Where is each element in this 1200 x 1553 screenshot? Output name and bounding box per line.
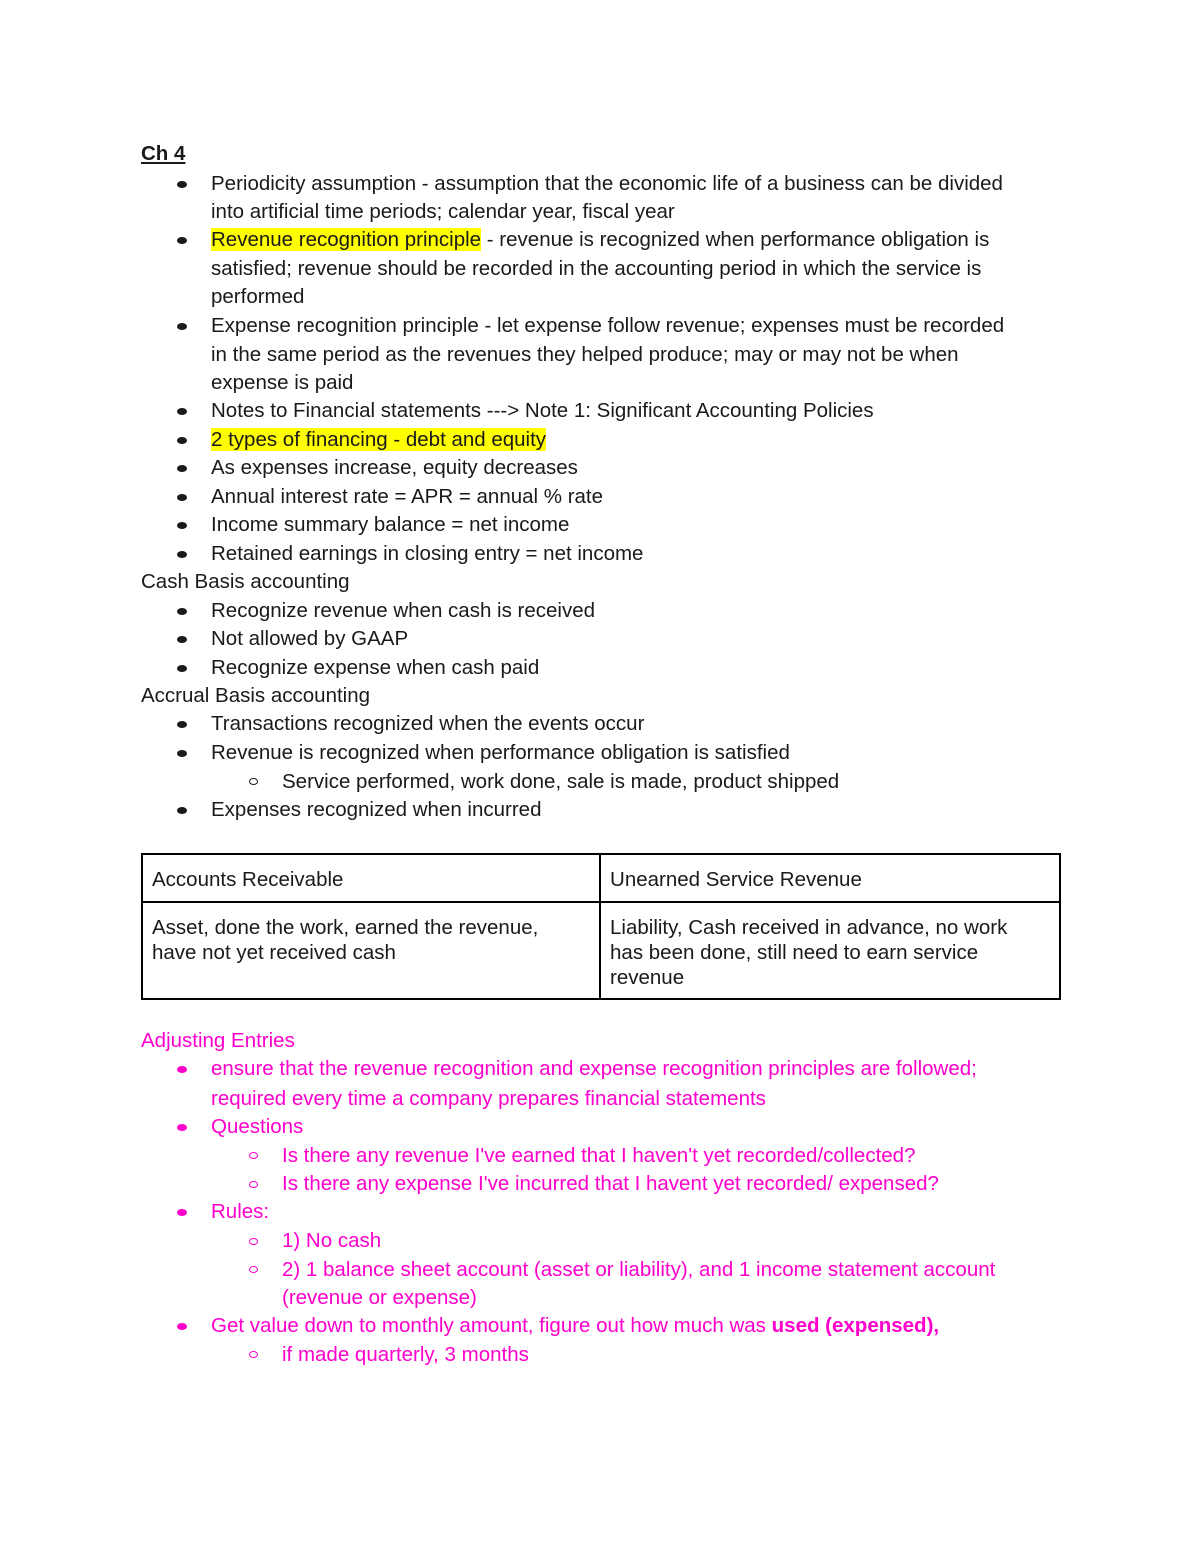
bullet-icon [177, 237, 187, 244]
monthly-bold-text: used (expensed), [771, 1314, 940, 1337]
sub-item-rule-no-cash: 1) No cash [282, 1229, 382, 1252]
list-item-expense-recognition-line1: Expense recognition principle - let expense follow revenue; expenses must be recorded [211, 314, 1005, 337]
bullet-icon [177, 465, 187, 472]
bullet-icon [177, 181, 187, 188]
list-item-apr: Annual interest rate = APR = annual % rate [211, 485, 604, 508]
bullet-icon [177, 522, 187, 529]
bullet-icon [177, 636, 187, 643]
bullet-icon [177, 437, 187, 444]
cell-line: Asset, done the work, earned the revenue, [152, 916, 539, 939]
list-item-cash-revenue: Recognize revenue when cash is received [211, 599, 596, 622]
highlighted-term: Revenue recognition principle [211, 228, 482, 251]
monthly-text: Get value down to monthly amount, figure out how much was [211, 1314, 772, 1337]
list-item-expense-recognition-line2: in the same period as the revenues they helped produce; may or may not be when [211, 343, 959, 366]
bullet-icon [177, 1066, 187, 1073]
sub-bullet-icon [249, 778, 258, 785]
list-item-notes: Notes to Financial statements ---> Note 1: Significant Accounting Policies [211, 399, 874, 422]
sub-item-question-revenue: Is there any revenue I've earned that I haven't yet recorded/collected? [282, 1144, 916, 1167]
cell-line: have not yet received cash [152, 941, 396, 964]
sub-item-rule-accounts-line2: (revenue or expense) [282, 1286, 477, 1309]
accounts-comparison-table [141, 853, 1061, 1000]
list-item-cash-expense: Recognize expense when cash paid [211, 656, 540, 679]
list-item-financing [211, 426, 546, 454]
cell-line: revenue [610, 966, 685, 989]
sub-bullet-icon [249, 1266, 258, 1273]
cell-line: Liability, Cash received in advance, no work [610, 916, 1008, 939]
adjusting-entries-heading: Adjusting Entries [141, 1029, 295, 1052]
bullet-icon [177, 608, 187, 615]
list-item-expense-recognition-line3: expense is paid [211, 371, 354, 394]
list-item-periodicity-line2: into artificial time periods; calendar year, fiscal year [211, 200, 675, 223]
sub-item-rule-accounts-line1: 2) 1 balance sheet account (asset or liability), and 1 income statement account [282, 1258, 996, 1281]
sub-bullet-icon [249, 1238, 258, 1245]
bullet-icon [177, 551, 187, 558]
bullet-icon [177, 807, 187, 814]
bullet-icon [177, 494, 187, 501]
bullet-icon [177, 1209, 187, 1216]
table-row [142, 902, 1060, 999]
sub-item-question-expense: Is there any expense I've incurred that I havent yet recorded/ expensed? [282, 1172, 939, 1195]
bullet-icon [177, 323, 187, 330]
accrual-basis-heading: Accrual Basis accounting [141, 684, 371, 707]
list-item-revenue-recognition-line2: satisfied; revenue should be recorded in the accounting period in which the service is [211, 257, 982, 280]
list-item-expenses-equity: As expenses increase, equity decreases [211, 456, 578, 479]
sub-bullet-icon [249, 1152, 258, 1159]
bullet-icon [177, 721, 187, 728]
header-unearned-service-revenue: Unearned Service Revenue [600, 854, 1060, 902]
list-item-revenue-recognition-line3: performed [211, 285, 305, 308]
sub-item-service-performed: Service performed, work done, sale is made, product shipped [282, 770, 840, 793]
list-item-expenses-incurred: Expenses recognized when incurred [211, 798, 542, 821]
list-item-income-summary: Income summary balance = net income [211, 513, 570, 536]
list-item-ensure-line2: required every time a company prepares financial statements [211, 1087, 766, 1110]
table-header-row [142, 854, 1060, 902]
highlighted-term: 2 types of financing - debt and equity [211, 428, 547, 451]
sub-bullet-icon [249, 1181, 258, 1188]
list-item-periodicity-line1: Periodicity assumption - assumption that the economic life of a business can be divided [211, 172, 1003, 195]
cell-accounts-receivable [142, 902, 600, 999]
cell-line: has been done, still need to earn service [610, 941, 979, 964]
cash-basis-heading: Cash Basis accounting [141, 570, 350, 593]
list-item-revenue-recognition-line1 [211, 226, 989, 254]
list-item-monthly-amount [211, 1312, 939, 1340]
definition-text: - revenue is recognized when performance obligation is [481, 228, 990, 251]
bullet-icon [177, 1323, 187, 1330]
header-accounts-receivable: Accounts Receivable [142, 854, 600, 902]
chapter-title: Ch 4 [141, 142, 186, 165]
bullet-icon [177, 665, 187, 672]
list-item-questions: Questions [211, 1115, 304, 1138]
list-item-accrual-revenue: Revenue is recognized when performance obligation is satisfied [211, 741, 790, 764]
sub-bullet-icon [249, 1351, 258, 1358]
sub-item-quarterly: if made quarterly, 3 months [282, 1343, 529, 1366]
list-item-ensure-line1: ensure that the revenue recognition and expense recognition principles are followed; [211, 1057, 977, 1080]
cell-unearned-service-revenue [600, 902, 1060, 999]
list-item-retained-earnings: Retained earnings in closing entry = net income [211, 542, 644, 565]
list-item-gaap: Not allowed by GAAP [211, 627, 409, 650]
list-item-transactions: Transactions recognized when the events occur [211, 712, 645, 735]
list-item-rules: Rules: [211, 1200, 270, 1223]
bullet-icon [177, 408, 187, 415]
bullet-icon [177, 750, 187, 757]
bullet-icon [177, 1124, 187, 1131]
